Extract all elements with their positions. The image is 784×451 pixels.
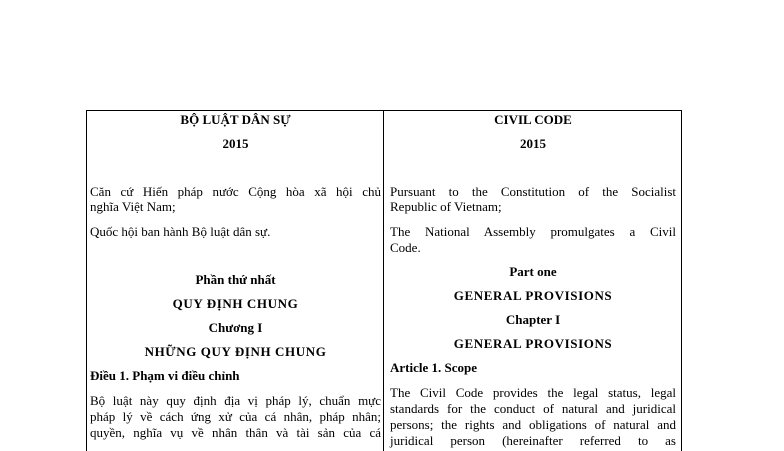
en-enactment-line1: The National Assembly promulgates a Civil [390, 224, 676, 239]
vi-enactment: Quốc hội ban hành Bộ luật dân sự. [90, 224, 271, 239]
column-divider [383, 111, 384, 451]
vi-body-line3: quyền, nghĩa vụ về nhân thân và tài sản của cá [90, 425, 381, 440]
en-enactment-line2: Code. [390, 240, 421, 255]
en-chapter-heading: Chapter I [505, 312, 561, 327]
vi-preamble-line1: Căn cứ Hiến pháp nước Cộng hòa xã hội chủ [90, 184, 381, 199]
vi-body-line2: pháp lý về cách ứng xử của cá nhân, pháp nhân; [90, 409, 381, 424]
en-body-line3: persons; the rights and obligations of natural and [390, 417, 676, 432]
vi-part-heading: Phần thứ nhất [195, 272, 276, 287]
en-body-line2: standards for the conduct of natural and juridical [390, 401, 676, 416]
bilingual-table [86, 110, 682, 451]
vi-title: BỘ LUẬT DÂN SỰ [180, 112, 291, 127]
en-part-title: GENERAL PROVISIONS [453, 288, 613, 303]
vi-year: 2015 [222, 136, 249, 151]
en-body-line1: The Civil Code provides the legal status, legal [390, 385, 676, 400]
vi-part-title: QUY ĐỊNH CHUNG [172, 296, 299, 311]
en-chapter-title: GENERAL PROVISIONS [453, 336, 613, 351]
en-preamble-line1: Pursuant to the Constitution of the Socialist [390, 184, 676, 199]
en-part-heading: Part one [509, 264, 557, 279]
vi-body-line1: Bộ luật này quy định địa vị pháp lý, chuẩn mực [90, 393, 381, 408]
vi-chapter-heading: Chương I [208, 320, 263, 335]
en-title: CIVIL CODE [494, 112, 572, 127]
en-year: 2015 [520, 136, 546, 151]
en-preamble-line2: Republic of Vietnam; [390, 199, 502, 214]
en-article-heading: Article 1. Scope [390, 360, 478, 375]
vi-article-heading: Điều 1. Phạm vi điều chỉnh [90, 368, 240, 383]
vi-preamble-line2: nghĩa Việt Nam; [90, 199, 176, 214]
vi-chapter-title: NHỮNG QUY ĐỊNH CHUNG [144, 344, 327, 359]
en-body-line4: juridical person (hereinafter referred to as [390, 433, 676, 448]
